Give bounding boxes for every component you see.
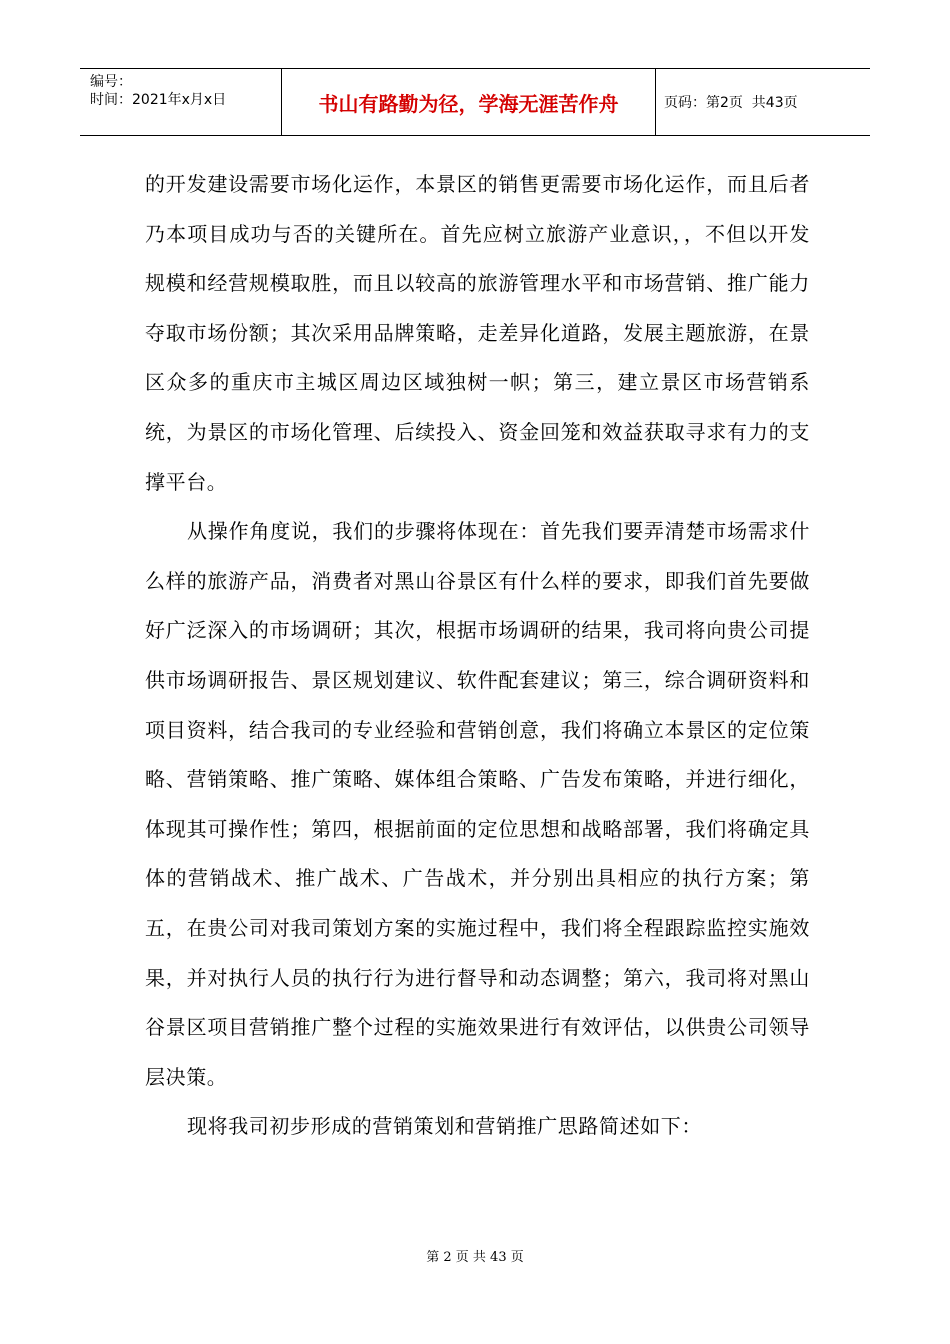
body-paragraph-3: 现将我司初步形成的营销策划和营销推广思路简述如下：	[187, 1114, 702, 1139]
page-footer: 第 2 页 共 43 页	[426, 1250, 524, 1265]
header-meta-cell	[80, 69, 282, 135]
document-header	[80, 68, 870, 136]
header-page-info: 页码：第2页 共43页	[664, 95, 798, 111]
body-paragraph-2: 从操作角度说，我们的步骤将体现在：首先我们要弄清楚市场需求什么样的旅游产品，消费者对黑山谷景区有什么样的要求，即我们首先要做好广泛深入的市场调研；其次，根据市场调研的结果，我司将向贵公司提供市场调研报告、景区规划建议、软件配套建议；第三，综合调研资料和项目资料，结合我司的专业经验和营销创意，我们将确立本景区的定位策略、营销策略、推广策略、媒体组合策略、广告发布策略，并进行细化，体现其可操作性；第四，根据前面的定位思想和战略部署，我们将确定具体的营销战术、推广战术、广告战术，并分别出具相应的执行方案；第五，在贵公司对我司策划方案的实施过程中，我们将全程跟踪监控实施效果，并对执行人员的执行行为进行督导和动态调整；第六，我司将对黑山谷景区项目营销推广整个过程的实施效果进行有效评估，以供贵公司领导层决策。	[145, 519, 810, 1089]
header-motto: 书山有路勤为径，学海无涯苦作舟	[282, 69, 656, 135]
document-time-label: 时间：2021年x月x日	[90, 92, 227, 108]
body-paragraph-1: 的开发建设需要市场化运作，本景区的销售更需要市场化运作，而且后者乃本项目成功与否的关键所在。首先应树立旅游产业意识，，不但以开发规模和经营规模取胜，而且以较高的旅游管理水平和市场营销、推广能力夺取市场份额；其次采用品牌策略，走差异化道路，发展主题旅游，在景区众多的重庆市主城区周边区域独树一帜；第三，建立景区市场营销系统，为景区的市场化管理、后续投入、资金回笼和效益获取寻求有力的支撑平台。	[145, 172, 810, 494]
document-body	[145, 160, 810, 1152]
document-number-label: 编号：	[90, 74, 132, 90]
